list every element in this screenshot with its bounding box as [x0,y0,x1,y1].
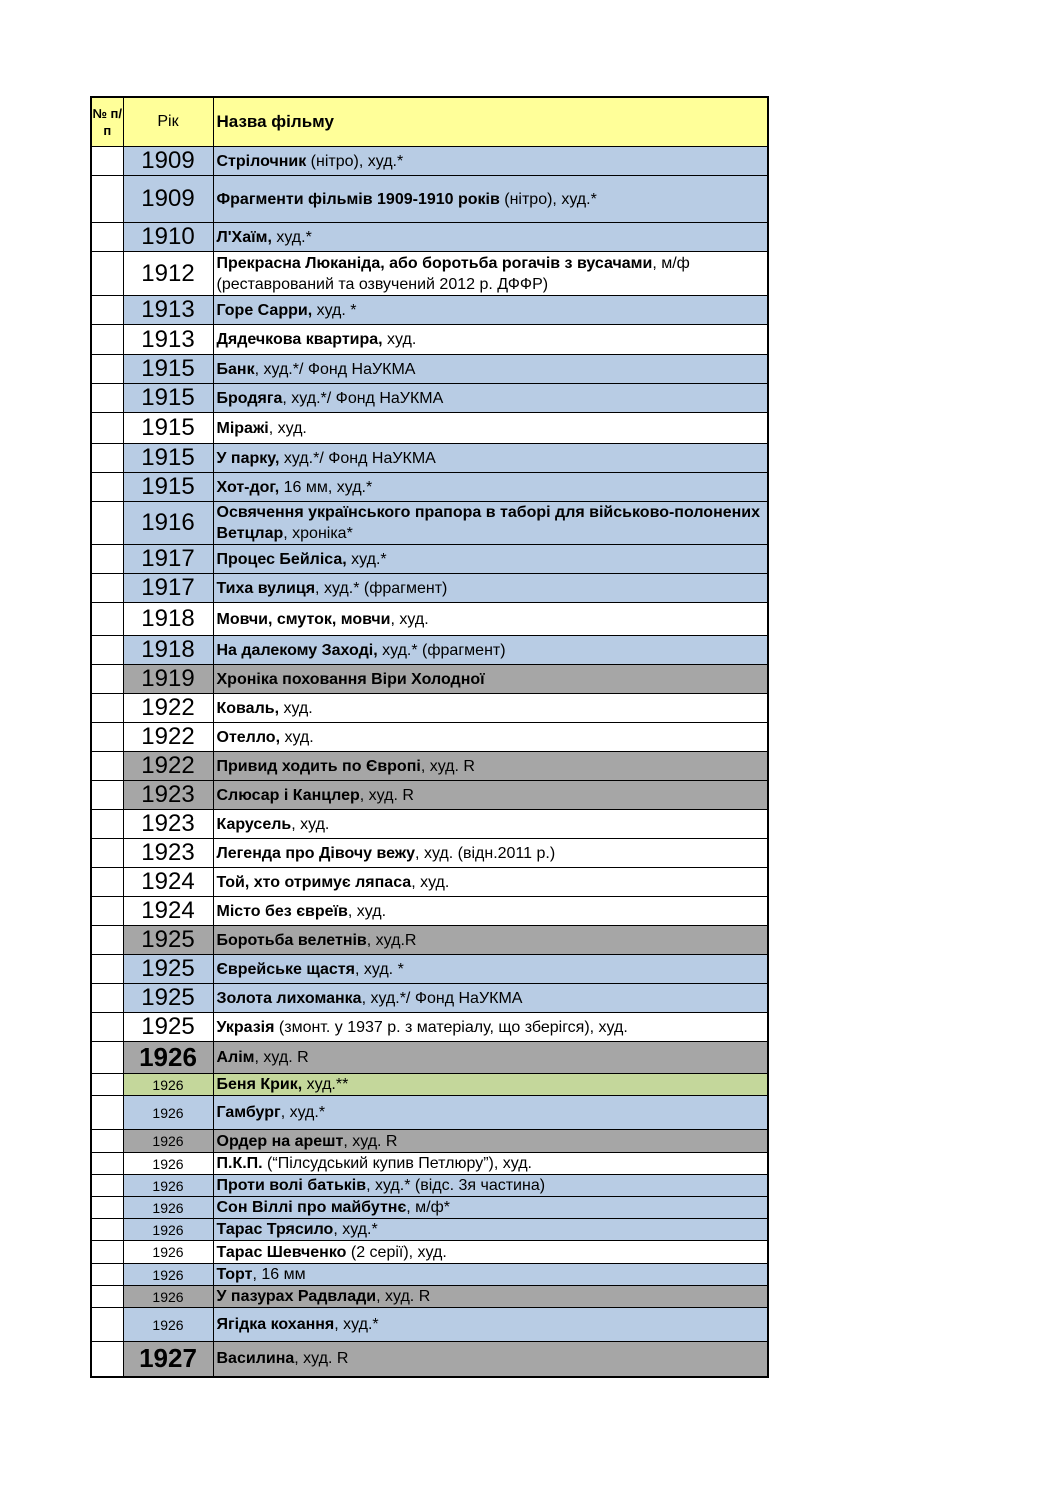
table-row [91,897,768,926]
table-row [91,1241,768,1264]
row-number-cell [91,1013,123,1042]
film-title-details: худ.** [302,1076,349,1093]
film-title-cell [213,1286,768,1308]
film-title-bold: На далекому Заході, [216,641,378,659]
row-number-cell [91,1197,123,1219]
film-title-bold: Ордер на арешт [216,1132,344,1150]
film-title-details: , худ.* [280,1104,326,1121]
film-title-cell [213,384,768,413]
row-number-cell [91,252,123,296]
film-title-bold: Тарас Трясило [216,1221,334,1238]
table-row [91,839,768,868]
year-cell: 1925 [123,984,213,1013]
row-number-cell [91,665,123,694]
row-number-cell [91,473,123,502]
film-title-bold: Бродяга [216,389,283,407]
row-number-cell [91,839,123,868]
film-title-bold: Горе Сарри, [216,301,313,319]
film-title-cell [213,723,768,752]
header-title: Назва фільму [213,97,768,147]
film-title-cell [213,473,768,502]
film-title-cell [213,413,768,444]
table-row [91,955,768,984]
year-cell: 1915 [123,413,213,444]
table-row [91,665,768,694]
film-title-details: , худ. R [420,757,475,775]
year-cell: 1915 [123,355,213,384]
year-cell: 1926 [123,1241,213,1264]
film-title-bold: Банк [216,360,255,378]
film-title-details: , худ.*/ Фонд НаУКМА [282,389,444,407]
film-title-cell [213,1241,768,1264]
film-title-cell [213,1264,768,1286]
film-title-bold: Отелло, [216,728,281,746]
year-cell: 1925 [123,926,213,955]
table-row [91,384,768,413]
film-title-bold: Коваль, [216,699,280,717]
film-title-details: (змонт. у 1937 р. з матеріалу, що зберігся), худ. [274,1018,628,1036]
row-number-cell [91,223,123,252]
table-row [91,1153,768,1175]
table-row [91,355,768,384]
film-title-cell [213,1096,768,1130]
film-title-details: , худ.* [333,1221,378,1238]
film-title-details: , худ. R [359,786,414,804]
year-cell: 1926 [123,1153,213,1175]
table-row [91,574,768,603]
table-row [91,984,768,1013]
film-title-cell [213,752,768,781]
table-row [91,413,768,444]
film-title-cell [213,176,768,223]
film-title-details: худ.* [271,228,312,246]
table-row [91,1096,768,1130]
film-title-details: , худ. [347,902,387,920]
row-number-cell [91,325,123,355]
table-row [91,694,768,723]
year-cell: 1926 [123,1197,213,1219]
year-cell: 1915 [123,473,213,502]
year-cell: 1919 [123,665,213,694]
row-number-cell [91,868,123,897]
table-row [91,1175,768,1197]
film-title-cell [213,325,768,355]
table-row [91,325,768,355]
table-row [91,868,768,897]
year-cell: 1924 [123,868,213,897]
table-row [91,252,768,296]
film-title-bold: Дядечкова квартира, [216,331,383,348]
film-title-bold: Процес Бейліса, [216,550,347,568]
film-title-details: , худ. R [254,1049,309,1066]
row-number-cell [91,636,123,665]
table-row [91,176,768,223]
film-title-bold: У парку, [216,449,280,467]
row-number-cell [91,1153,123,1175]
film-title-bold: Проти волі батьків [216,1177,367,1194]
year-cell: 1925 [123,1013,213,1042]
table-row [91,147,768,176]
film-title-cell [213,694,768,723]
year-cell: 1909 [123,147,213,176]
table-row [91,603,768,636]
film-title-bold: Сон Віллі про майбутнє [216,1199,407,1216]
film-title-cell [213,781,768,810]
year-cell: 1925 [123,955,213,984]
film-title-cell [213,355,768,384]
table-row [91,781,768,810]
year-cell: 1926 [123,1042,213,1074]
film-title-bold: Ягідка кохання [216,1316,335,1333]
film-title-details: , худ.*/ Фонд НаУКМА [361,989,523,1007]
year-cell: 1915 [123,384,213,413]
film-title-details: , худ. R [343,1132,398,1150]
year-cell: 1923 [123,781,213,810]
year-cell: 1922 [123,723,213,752]
table-row [91,1286,768,1308]
film-title-bold: Василина [216,1350,295,1368]
year-cell: 1912 [123,252,213,296]
film-title-cell [213,1130,768,1153]
year-cell: 1917 [123,545,213,574]
film-title-bold: Прекрасна Люканіда, або боротьба рогачів з вусачами [216,254,653,272]
table-row [91,723,768,752]
row-number-cell [91,781,123,810]
film-title-details: , худ. [291,815,330,833]
film-title-cell [213,223,768,252]
film-title-details: , худ.* [334,1316,379,1333]
film-title-details: , худ.R [366,931,417,949]
film-title-details: (2 серії), худ. [346,1243,447,1261]
year-cell: 1926 [123,1096,213,1130]
film-title-cell [213,1013,768,1042]
row-number-cell [91,1264,123,1286]
year-cell: 1924 [123,897,213,926]
film-title-bold: Беня Крик, [216,1076,303,1093]
table-row [91,752,768,781]
film-title-bold: У пазурах Радвлади [216,1288,377,1305]
film-title-details: , 16 мм [252,1266,306,1283]
film-title-cell [213,665,768,694]
table-row [91,502,768,545]
table-row [91,1013,768,1042]
film-title-bold: Єврейське щастя [216,960,355,978]
film-title-bold: Укразія [216,1018,275,1036]
film-title-details: худ.* (фрагмент) [377,641,506,659]
film-title-details: , худ. [411,873,450,891]
film-title-details: худ.*/ Фонд НаУКМА [279,449,436,467]
table-row [91,473,768,502]
film-title-cell [213,897,768,926]
row-number-cell [91,1096,123,1130]
film-title-details: (“Пілсудський купив Петлюру”), худ. [262,1155,532,1172]
film-title-cell [213,636,768,665]
year-cell: 1913 [123,296,213,325]
film-title-cell [213,1219,768,1241]
table-row [91,1197,768,1219]
year-cell: 1917 [123,574,213,603]
row-number-cell [91,752,123,781]
film-title-details: худ. [279,699,313,717]
film-title-details: , худ. (відн.2011 р.) [415,844,556,862]
film-title-cell [213,545,768,574]
year-cell: 1916 [123,502,213,545]
year-cell: 1926 [123,1219,213,1241]
film-title-bold: Освячення українського прапора в таборі для військово-полонених Ветцлар [216,504,761,542]
table-row [91,545,768,574]
row-number-cell [91,694,123,723]
row-number-cell [91,444,123,473]
row-number-cell [91,1130,123,1153]
year-cell: 1922 [123,752,213,781]
year-cell: 1918 [123,603,213,636]
film-title-cell [213,1074,768,1096]
film-title-details: худ. [280,728,314,746]
film-title-bold: Алім [216,1049,255,1066]
film-title-cell [213,502,768,545]
film-title-bold: Гамбург [216,1104,281,1121]
row-number-cell [91,1286,123,1308]
table-row [91,1264,768,1286]
film-title-bold: Привид ходить по Європі [216,757,421,775]
film-title-cell [213,147,768,176]
row-number-cell [91,984,123,1013]
row-number-cell [91,355,123,384]
films-body [91,147,768,1377]
film-title-cell [213,574,768,603]
film-title-bold: Фрагменти фільмів 1909-1910 років [216,190,500,208]
row-number-cell [91,1241,123,1264]
film-title-details: худ. * [312,301,357,319]
film-title-details: , худ. R [376,1288,431,1305]
film-title-cell [213,444,768,473]
row-number-cell [91,926,123,955]
film-title-bold: Тарас Шевченко [216,1243,347,1261]
film-title-cell [213,926,768,955]
film-title-bold: Місто без євреїв [216,902,348,920]
row-number-cell [91,176,123,223]
film-title-cell [213,1153,768,1175]
year-cell: 1926 [123,1074,213,1096]
film-title-cell [213,955,768,984]
header-year: Рік [123,97,213,147]
year-cell: 1923 [123,839,213,868]
year-cell: 1913 [123,325,213,355]
film-title-bold: П.К.П. [216,1155,263,1172]
year-cell: 1910 [123,223,213,252]
row-number-cell [91,955,123,984]
film-title-cell [213,1175,768,1197]
film-title-cell [213,603,768,636]
film-title-bold: Карусель [216,815,292,833]
table-row [91,1219,768,1241]
table-row [91,296,768,325]
row-number-cell [91,147,123,176]
year-cell: 1918 [123,636,213,665]
year-cell: 1927 [123,1342,213,1377]
film-title-details: , хроніка* [283,525,353,542]
year-cell: 1926 [123,1286,213,1308]
films-table [90,96,769,1378]
table-row [91,444,768,473]
table-row [91,636,768,665]
film-title-cell [213,810,768,839]
table-row [91,1130,768,1153]
film-title-bold: Тиха вулиця [216,579,316,597]
year-cell: 1923 [123,810,213,839]
row-number-cell [91,1219,123,1241]
film-title-cell [213,1342,768,1377]
table-row [91,926,768,955]
row-number-cell [91,502,123,545]
year-cell: 1926 [123,1175,213,1197]
row-number-cell [91,1042,123,1074]
row-number-cell [91,296,123,325]
film-title-cell [213,1042,768,1074]
film-title-details: , худ.*/ Фонд НаУКМА [254,360,416,378]
row-number-cell [91,897,123,926]
table-row [91,1308,768,1342]
film-title-bold: Хот-дог, [216,478,280,496]
row-number-cell [91,1175,123,1197]
film-title-details: худ. [382,331,417,348]
film-title-details: (нітро), худ.* [499,190,597,208]
table-row [91,1342,768,1377]
film-title-details: (нітро), худ.* [306,152,404,170]
row-number-cell [91,574,123,603]
header-row [91,97,768,147]
film-title-bold: Легенда про Дівочу вежу [216,844,416,862]
row-number-cell [91,545,123,574]
row-number-cell [91,1342,123,1377]
film-title-details: , худ. R [294,1350,349,1368]
film-title-details: , худ.* (фрагмент) [315,579,448,597]
year-cell: 1915 [123,444,213,473]
row-number-cell [91,810,123,839]
film-title-bold: Міражі [216,419,269,437]
film-title-details: , м/ф* [406,1199,451,1216]
year-cell: 1926 [123,1130,213,1153]
table-row [91,1042,768,1074]
row-number-cell [91,603,123,636]
film-title-bold: Л'Хаїм, [216,228,272,246]
film-title-cell [213,252,768,296]
film-title-details: , худ. * [354,960,404,978]
film-title-details: , худ.* (відс. 3я частина) [366,1177,546,1194]
film-title-cell [213,839,768,868]
film-title-bold: Слюсар і Канцлер [216,786,360,804]
table-row [91,223,768,252]
year-cell: 1926 [123,1308,213,1342]
row-number-cell [91,1074,123,1096]
film-title-bold: Той, хто отримує ляпаса [216,873,412,891]
film-title-details: , худ. [268,419,307,437]
film-title-bold: Хроніка поховання Віри Холодної [216,670,485,688]
table-row [91,810,768,839]
row-number-cell [91,1308,123,1342]
film-title-details: , худ. [390,610,429,628]
film-title-details: худ.* [346,550,387,568]
film-title-cell [213,1197,768,1219]
film-title-cell [213,296,768,325]
film-title-details: , м/ф (реставрований та озвучений 2012 р. ДФФР) [216,254,690,293]
film-title-cell [213,984,768,1013]
header-num: № п/п [91,97,123,147]
film-title-bold: Боротьба велетнів [216,931,367,949]
film-title-bold: Мовчи, смуток, мовчи [216,610,391,628]
film-title-cell [213,1308,768,1342]
table-row [91,1074,768,1096]
year-cell: 1909 [123,176,213,223]
row-number-cell [91,723,123,752]
film-title-details: 16 мм, худ.* [279,478,373,496]
film-title-bold: Золота лихоманка [216,989,362,1007]
row-number-cell [91,384,123,413]
film-title-bold: Торт [216,1266,253,1283]
film-title-bold: Стрілочник [216,152,307,170]
film-title-cell [213,868,768,897]
year-cell: 1926 [123,1264,213,1286]
row-number-cell [91,413,123,444]
year-cell: 1922 [123,694,213,723]
